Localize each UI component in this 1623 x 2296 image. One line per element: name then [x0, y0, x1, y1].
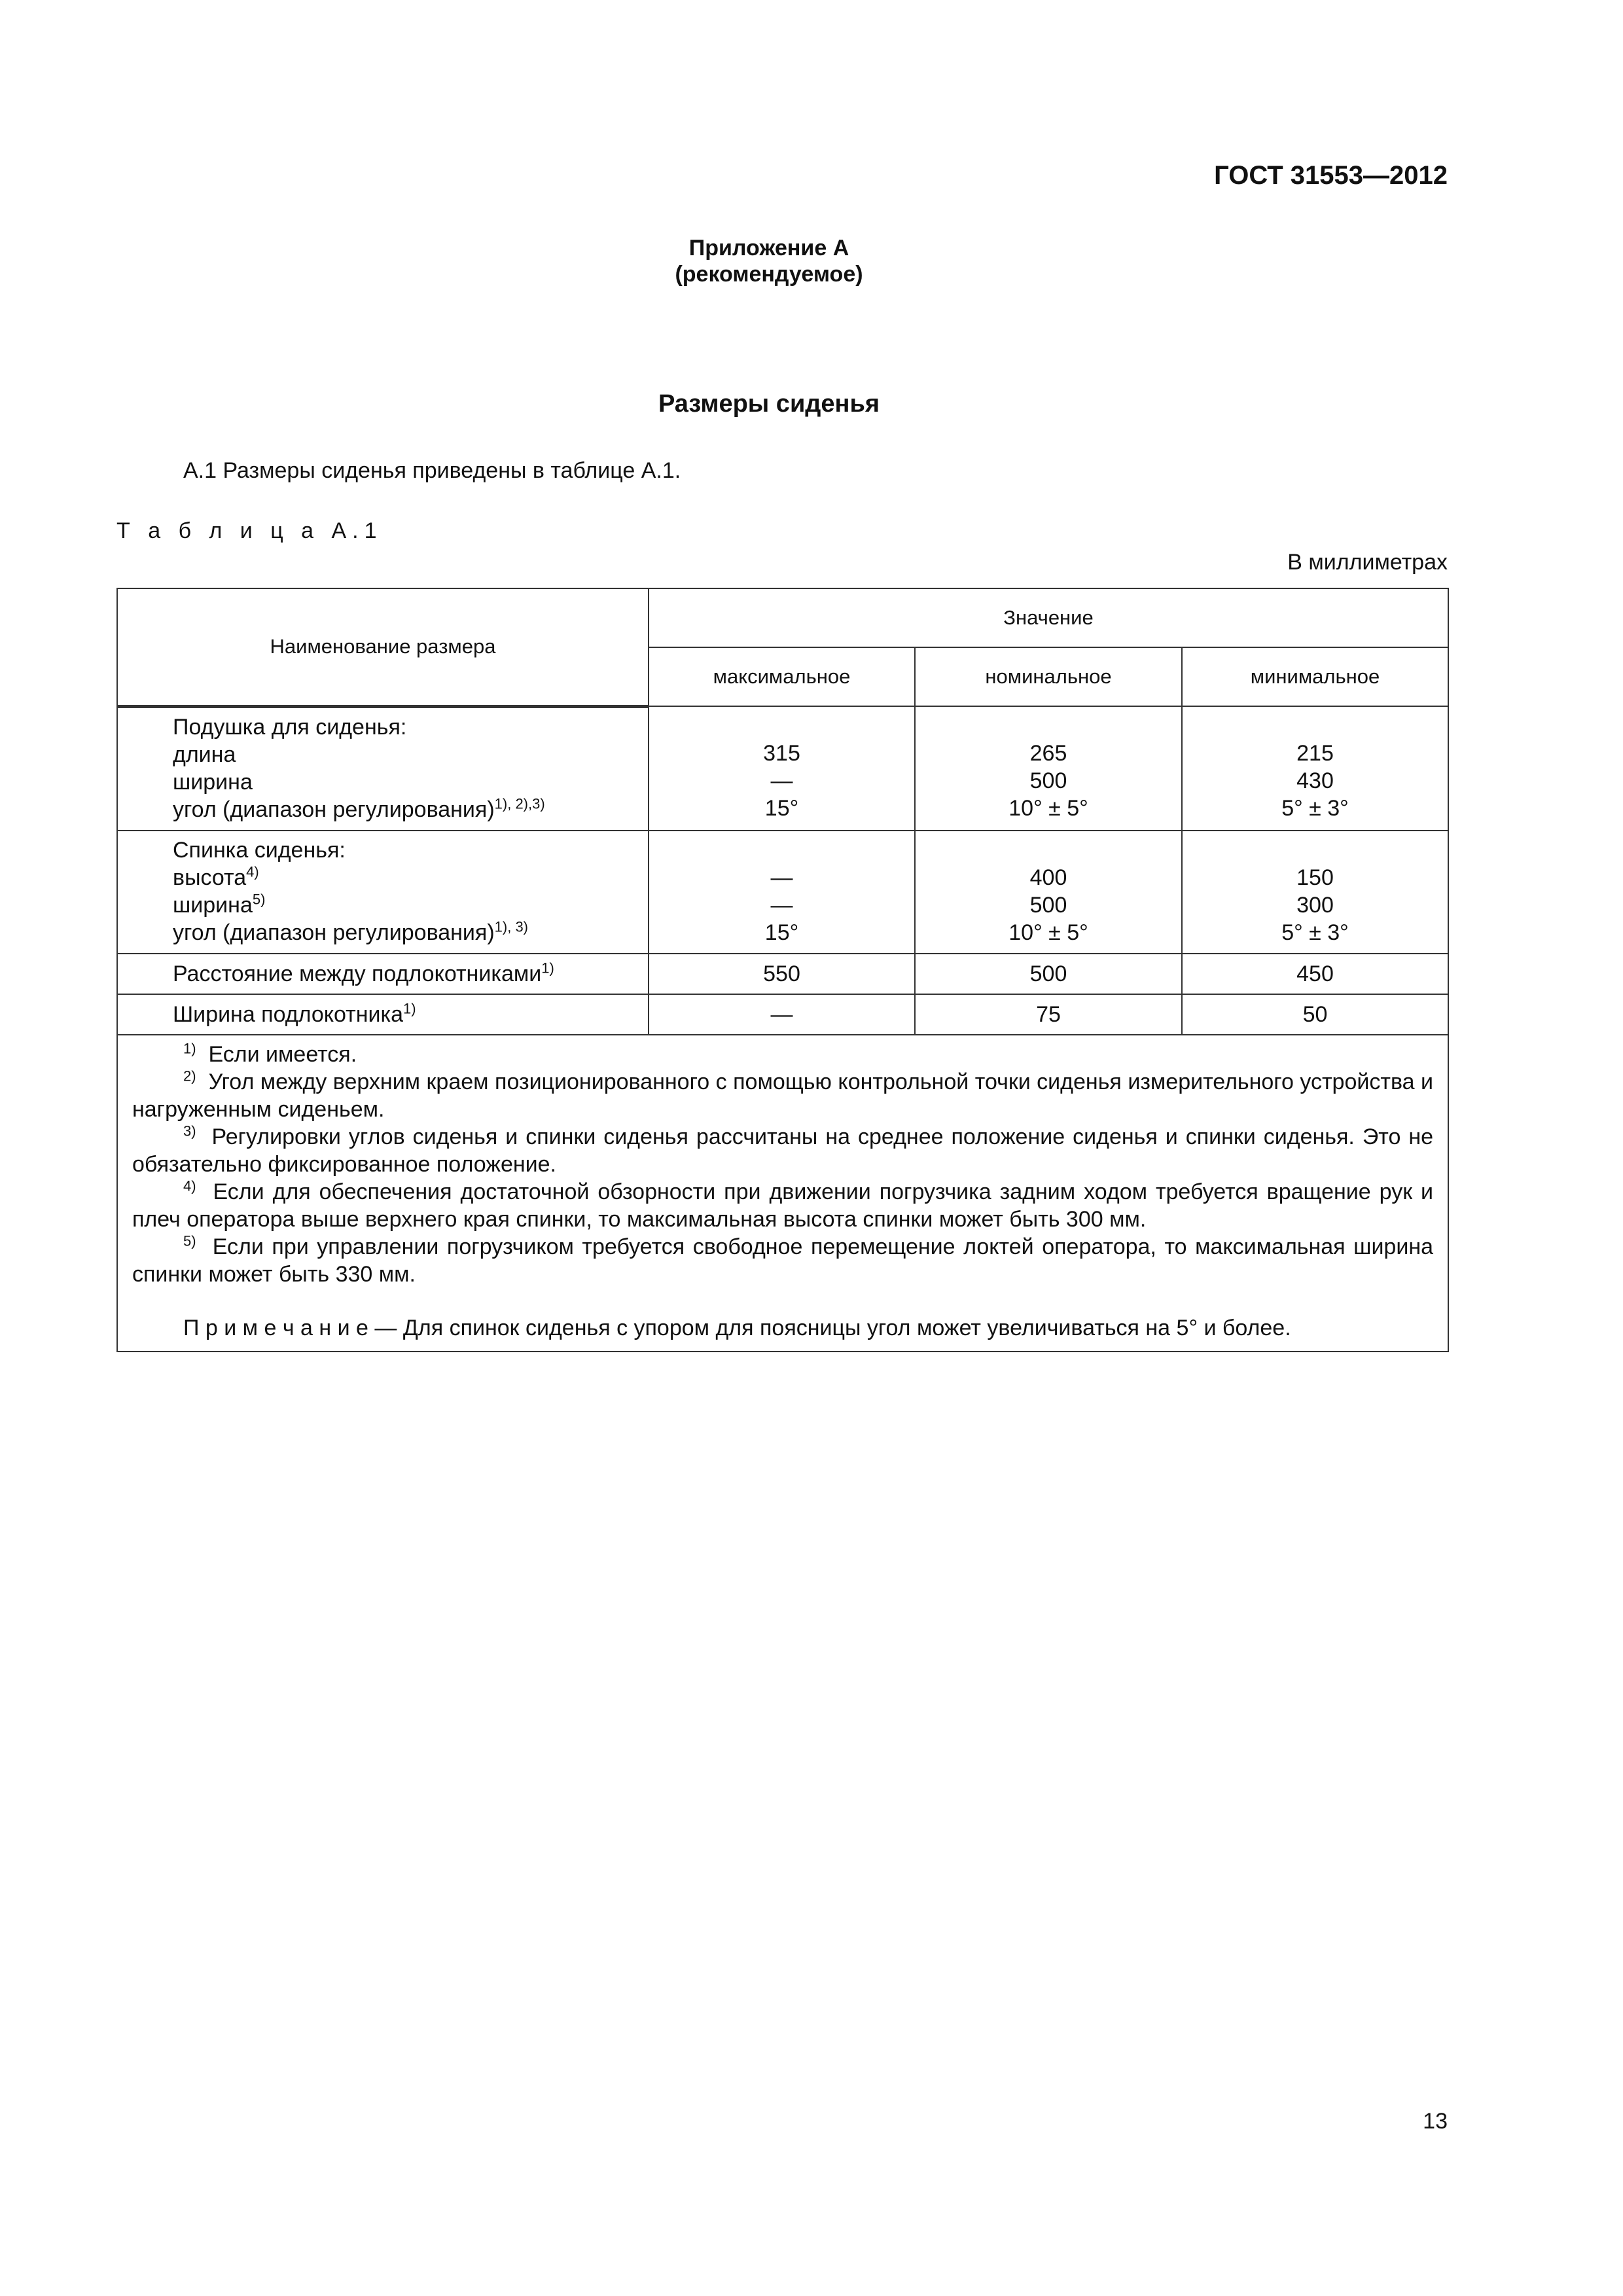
footnote-ref: 4) — [246, 863, 259, 880]
header-max: максимальное — [649, 647, 915, 706]
header-value-group: Значение — [649, 588, 1448, 647]
footnotes-row — [117, 1035, 1448, 1352]
footnote: $^{5)}$ Если при управлении погрузчиком требуется свободное перемещение локтей оператора, то максимальная ширина спинки может быть 330 мм. — [132, 1232, 1434, 1287]
row-label: высота$^{4)}$ — [173, 863, 259, 890]
row-label: ширина — [173, 769, 253, 795]
table-row — [117, 706, 1448, 831]
footnote-ref: 1) — [541, 960, 554, 977]
section-title: Размеры сиденья — [658, 390, 880, 418]
max-cell: 550 — [649, 954, 915, 994]
clause-a1: А.1 Размеры сиденья приведены в таблице А.1. — [183, 458, 681, 483]
footnote: $^{2)}$ Угол между верхним краем позиционированного с помощью контрольной точки сиденья измерительного устройства и нагруженным сиденьем. — [132, 1067, 1434, 1122]
group-title: Подушка для сиденья: — [173, 714, 407, 740]
row-label: ширина$^{5)}$ — [173, 891, 266, 918]
max-cell: — — 15° — [649, 831, 915, 954]
max-cell: 315 — 15° — [649, 706, 915, 831]
footnote-ref: 5) — [252, 891, 266, 908]
min-cell: 150 300 5° ± 3° — [1182, 831, 1448, 954]
footnote: $^{4)}$ Если для обеспечения достаточной обзорности при движении погрузчика задним ходом требуется вращение рук и плеч оператора выше верхнего края спинки, то максимальная высота спинки может быть 300 мм. — [132, 1177, 1434, 1232]
annex-title: Приложение А — [688, 236, 849, 260]
footnote-ref: 1), 2),3) — [494, 795, 545, 812]
footnote-ref: 1) — [403, 1000, 416, 1017]
header-min: минимальное — [1182, 647, 1448, 706]
dimensions-table — [116, 588, 1449, 1352]
min-cell: 450 — [1182, 954, 1448, 994]
min-cell: 215 430 5° ± 3° — [1182, 706, 1448, 831]
footnote: $^{3)}$ Регулировки углов сиденья и спинки сиденья рассчитаны на среднее положение сиденья и спинки сиденья. Это не обязательно фиксированное положение. — [132, 1122, 1434, 1177]
nom-cell: 265 500 10° ± 5° — [915, 706, 1182, 831]
footnote-ref: 1), 3) — [494, 918, 529, 935]
note-text: — Для спинок сиденья с упором для поясницы угол может увеличиваться на 5° и более. — [368, 1315, 1291, 1340]
page-number: 13 — [1423, 2109, 1448, 2134]
footnote: $^{1)}$ Если имеется. — [183, 1040, 357, 1067]
note-label: П р и м е ч а н и е — [183, 1315, 368, 1340]
row-label: угол (диапазон регулирования)$^{1), 3)}$ — [173, 918, 529, 945]
table-row — [117, 954, 1448, 994]
row-label: Ширина подлокотника$^{1)}$ — [117, 994, 649, 1035]
nom-cell: 400 500 10° ± 5° — [915, 831, 1182, 954]
min-cell: 50 — [1182, 994, 1448, 1035]
document-code: ГОСТ 31553—2012 — [1214, 161, 1448, 190]
table-caption: Т а б л и ц а А.1 — [116, 518, 383, 543]
footnotes-cell — [117, 1035, 1448, 1352]
table-row — [117, 831, 1448, 954]
annex-subtitle: (рекомендуемое) — [675, 262, 863, 287]
row-label: длина — [173, 742, 236, 767]
row-label-cell — [117, 831, 649, 954]
max-cell: — — [649, 994, 915, 1035]
nom-cell: 75 — [915, 994, 1182, 1035]
table-row — [117, 994, 1448, 1035]
nom-cell: 500 — [915, 954, 1182, 994]
row-label: угол (диапазон регулирования)$^{1), 2),3)}$ — [173, 795, 545, 822]
table-note — [132, 1314, 1433, 1342]
row-label: Расстояние между подлокотниками$^{1)}$ — [117, 954, 649, 994]
group-title: Спинка сиденья: — [173, 837, 346, 863]
row-label-cell — [117, 706, 649, 831]
table-units: В миллиметрах — [1287, 550, 1448, 575]
header-nom: номинальное — [915, 647, 1182, 706]
header-name: Наименование размера — [117, 588, 649, 706]
